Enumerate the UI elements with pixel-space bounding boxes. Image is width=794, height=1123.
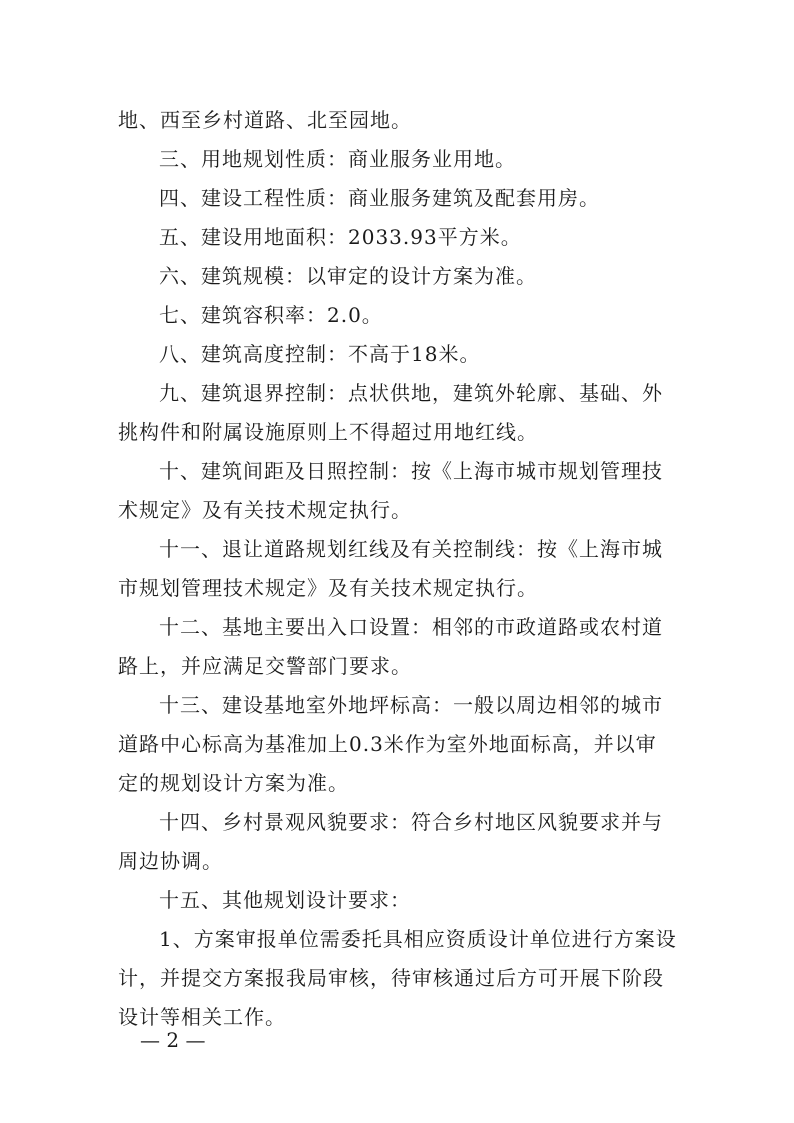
clause-7-plot-ratio: 七、建筑容积率：2.0。	[159, 303, 383, 327]
clause-13-continued-1: 道路中心标高为基准加上0.3米作为室外地面标高，并以审	[118, 732, 657, 756]
clause-6-building-scale: 六、建筑规模：以审定的设计方案为准。	[159, 264, 537, 288]
clause-12-entrance: 十二、基地主要出入口设置：相邻的市政道路或农村道	[159, 615, 663, 639]
clause-4-construction-nature: 四、建设工程性质：商业服务建筑及配套用房。	[159, 186, 600, 210]
clause-3-land-use-nature: 三、用地规划性质：商业服务业用地。	[159, 147, 516, 171]
clause-14-continued: 周边协调。	[118, 849, 223, 873]
sub-item-1: 1、方案审报单位需委托具相应资质设计单位进行方案设	[159, 927, 677, 951]
page-number: — 2 —	[140, 1028, 206, 1052]
clause-13-continued-2: 定的规划设计方案为准。	[118, 771, 349, 795]
clause-9-setback-control: 九、建筑退界控制：点状供地，建筑外轮廓、基础、外	[159, 381, 663, 405]
text-line: 地、西至乡村道路、北至园地。	[118, 108, 412, 132]
clause-12-continued: 路上，并应满足交警部门要求。	[118, 654, 412, 678]
sub-item-1-continued-1: 计，并提交方案报我局审核，待审核通过后方可开展下阶段	[118, 966, 664, 990]
document-body	[118, 101, 678, 1037]
clause-13-ground-elevation: 十三、建设基地室外地坪标高：一般以周边相邻的城市	[159, 693, 663, 717]
clause-11-road-setback: 十一、退让道路规划红线及有关控制线：按《上海市城	[159, 537, 663, 561]
clause-11-continued: 市规划管理技术规定》及有关技术规定执行。	[118, 576, 538, 600]
clause-15-other-requirements: 十五、其他规划设计要求：	[159, 888, 411, 912]
clause-14-landscape: 十四、乡村景观风貌要求：符合乡村地区风貌要求并与	[159, 810, 663, 834]
clause-10-spacing-sunlight: 十、建筑间距及日照控制：按《上海市城市规划管理技	[159, 459, 663, 483]
clause-8-height-control: 八、建筑高度控制：不高于18米。	[159, 342, 481, 366]
clause-5-land-area: 五、建设用地面积：2033.93平方米。	[159, 225, 522, 249]
sub-item-1-continued-2: 设计等相关工作。	[118, 1005, 286, 1029]
clause-10-continued: 术规定》及有关技术规定执行。	[118, 498, 412, 522]
clause-9-continued: 挑构件和附属设施原则上不得超过用地红线。	[118, 420, 538, 444]
